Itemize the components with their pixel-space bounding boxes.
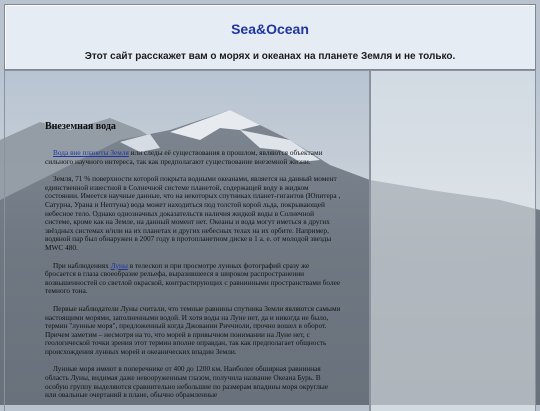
article-paragraph xyxy=(45,262,341,296)
article-paragraph: Земля, 71 % поверхности которой покрыта водными океанами, является на данный момент единственной известной в Солнечной системе планетой, содержащей воду в жидком состоянии. Имеется научные данные, что на некоторых спутниках планет-гигантов (Юпитера , Сатурна, Урана и Нептуна) вода может находиться под толстой корой льда, покрывающей небесное тело. Однако однозначных доказательств наличия жидкой воды в Солнечной системе, кроме как на Земле, на данный момент нет. Океаны и вода могут иметься в других звёздных системах и/или на их планетах и других небесных телах на их орбите. Например, водяной пар был обнаружен в 2007 году в протопланетном диске в 1 а. е. от молодой звезды MWC 480. xyxy=(45,174,341,252)
site-brand[interactable]: Sea&Ocean xyxy=(231,21,309,37)
link-extraterrestrial-water[interactable]: Вода вне планеты Земля xyxy=(53,148,129,157)
sidebar-panel xyxy=(370,70,536,411)
article-paragraph: Первые наблюдатели Луны считали, что темные равнины спутника Земли являются самыми настоящими морями, заполненными водой. И хотя воды на Луне нет, да и никогда не было, термин "лунные моря", предложенный когда Джованни Риччиоли, прочно вошел в оборот. Причем заметим – несмотря на то, что морей в привычном понимании на Луне нет, с геологической точки зрения этот термин вполне оправдан, так как предполагает общность происхождения лунных морей и океанических впадин Земли. xyxy=(45,303,341,356)
article-paragraph xyxy=(45,149,341,166)
paragraph-text: в телескоп и при просмотре лунных фотографий сразу же бросается в глаза своеобразие рельефа, выразившееся в широком распространении возвышенностей со светлой окраской, контрастирующих с равнинными пространствами более темного тона. xyxy=(45,260,341,296)
paragraph-text: При наблюдениях xyxy=(53,260,111,270)
main-content-panel xyxy=(4,70,370,411)
paragraph-text: или следы её существования в прошлом, являются объектами сильного научного интереса, так как предполагают существование внеземной жизни. xyxy=(45,148,323,166)
site-tagline: Этот сайт расскажет вам о морях и океанах на планете Земля и не только. xyxy=(84,51,456,62)
article xyxy=(45,121,341,409)
site-header xyxy=(4,4,536,70)
article-paragraph: Лунные моря имеют в поперечнике от 400 до 1200 км. Наиболее обширная равнинная область Луны, видимая даже невооруженным глазом, получила название Океана Бурь. В особую группу выделяются сравнительно небольшие по размерам впадины моря округлые или овальные очертаний в плане, обычно обрамленные xyxy=(45,364,328,400)
article-title: Внеземная вода xyxy=(45,121,116,132)
link-moon[interactable]: Луны xyxy=(110,260,128,270)
